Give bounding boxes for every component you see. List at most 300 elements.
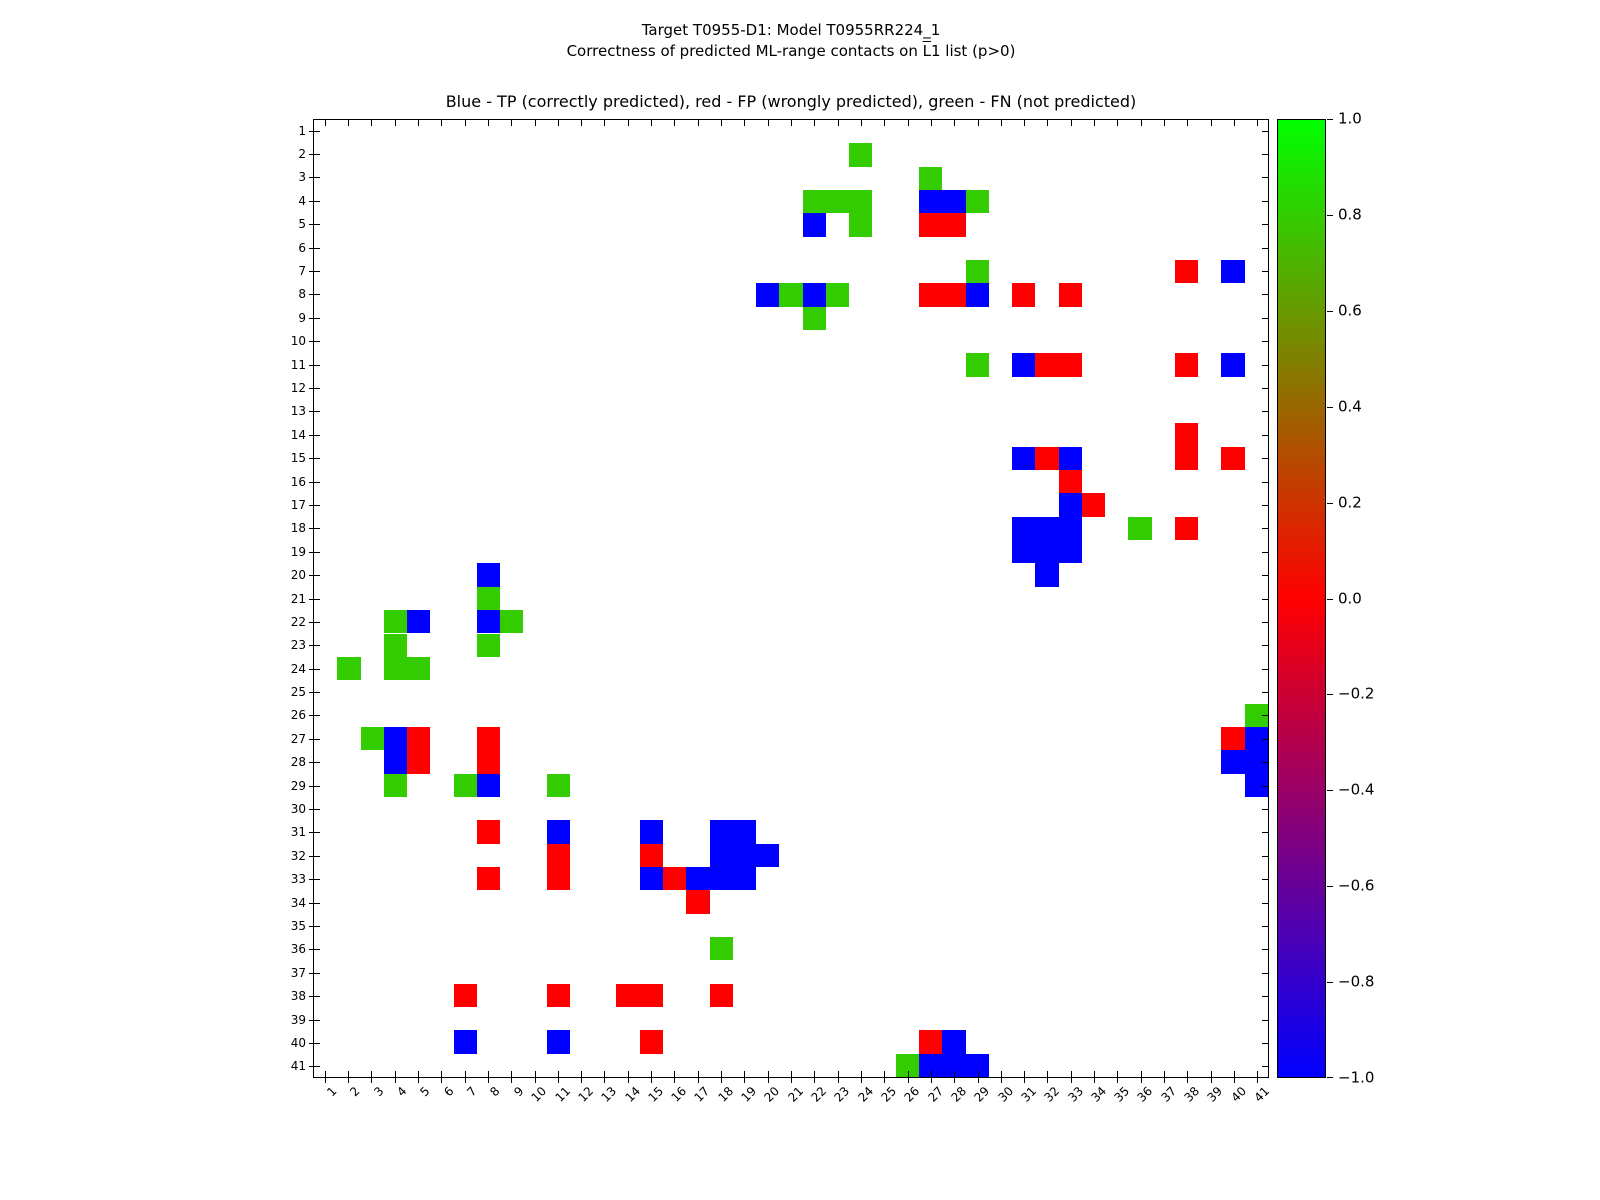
heatmap-cell-tp-r18c32 <box>1035 517 1058 540</box>
tick-mark-top <box>558 120 559 126</box>
x-tick-label: 25 <box>878 1084 900 1105</box>
tick-mark-left <box>309 809 320 810</box>
heatmap-cell-fp-r38c18 <box>710 984 733 1007</box>
tick-mark-top <box>395 120 396 126</box>
x-tick-label: 3 <box>370 1084 387 1100</box>
x-tick-label: 21 <box>785 1084 806 1105</box>
x-tick-label: 24 <box>855 1084 876 1105</box>
x-tick-label: 12 <box>575 1084 597 1105</box>
heatmap-cell-tp-r19c32 <box>1035 540 1058 563</box>
colorbar-tick-label: 1.0 <box>1338 109 1362 128</box>
tick-mark-top <box>744 120 745 126</box>
heatmap-cell-fp-r14c38 <box>1175 423 1198 446</box>
heatmap-cell-fn-r7c29 <box>966 260 989 283</box>
tick-mark-right <box>1262 552 1268 553</box>
tick-mark-bottom <box>628 1071 629 1083</box>
tick-mark-bottom <box>1187 1071 1188 1083</box>
heatmap-cell-fp-r16c33 <box>1059 470 1082 493</box>
heatmap-cell-fn-r4c29 <box>966 190 989 213</box>
tick-mark-right <box>1262 131 1268 132</box>
x-tick-label: 29 <box>971 1084 993 1105</box>
tick-mark-right <box>1262 482 1268 483</box>
y-tick-label: 26 <box>290 708 306 723</box>
heatmap-cell-tp-r22c5 <box>407 610 430 633</box>
heatmap-cell-fn-r4c22 <box>803 190 826 213</box>
tick-mark-right <box>1262 715 1268 716</box>
tick-mark-top <box>1071 120 1072 126</box>
heatmap-cell-fn-r29c4 <box>384 774 407 797</box>
tick-mark-right <box>1262 903 1268 904</box>
tick-mark-left <box>309 365 320 366</box>
x-tick-label: 14 <box>621 1084 643 1105</box>
colorbar <box>1277 119 1326 1078</box>
heatmap-cell-fp-r5c27 <box>919 213 942 236</box>
tick-mark-left <box>309 528 320 529</box>
tick-mark-bottom <box>348 1071 349 1083</box>
tick-mark-left <box>309 552 320 553</box>
tick-mark-left <box>309 1066 320 1067</box>
heatmap-cell-tp-r29c8 <box>477 774 500 797</box>
x-tick-label: 35 <box>1111 1084 1133 1105</box>
heatmap-cell-fn-r29c7 <box>454 774 477 797</box>
tick-mark-left <box>309 645 320 646</box>
colorbar-tick-mark <box>1327 215 1333 216</box>
colorbar-tick-mark <box>1327 982 1333 983</box>
tick-mark-right <box>1262 926 1268 927</box>
x-tick-label: 22 <box>808 1084 830 1105</box>
y-tick-label: 31 <box>290 825 306 840</box>
y-tick-label: 30 <box>290 802 306 816</box>
heatmap-cell-tp-r40c7 <box>454 1030 477 1053</box>
x-tick-label: 5 <box>417 1084 433 1100</box>
tick-mark-top <box>348 120 349 126</box>
heatmap-cell-tp-r32c18 <box>710 844 733 867</box>
heatmap-cell-tp-r28c40 <box>1221 750 1244 773</box>
tick-mark-right <box>1262 271 1268 272</box>
tick-mark-bottom <box>1094 1071 1095 1083</box>
x-tick-label: 34 <box>1088 1084 1110 1105</box>
tick-mark-top <box>418 120 419 126</box>
colorbar-tick-label: 0.6 <box>1338 301 1362 320</box>
tick-mark-left <box>309 739 320 740</box>
y-tick-label: 36 <box>290 942 306 957</box>
heatmap-cell-fn-r3c27 <box>919 167 942 190</box>
colorbar-tick-mark <box>1327 886 1333 887</box>
colorbar-tick-label: 0.4 <box>1338 397 1362 416</box>
tick-mark-left <box>309 131 320 132</box>
y-tick-label: 18 <box>290 521 306 536</box>
tick-mark-bottom <box>604 1071 605 1083</box>
tick-mark-left <box>309 341 320 342</box>
title-line2-overlined-L: $\overline{L}$ <box>922 42 931 60</box>
tick-mark-bottom <box>1071 1071 1072 1083</box>
tick-mark-bottom <box>1211 1071 1212 1083</box>
title-line2-pre: Correctness of predicted ML-range contacts on <box>566 42 923 60</box>
y-tick-label: 39 <box>290 1012 306 1027</box>
heatmap-cell-fn-r23c4 <box>384 634 407 657</box>
tick-mark-top <box>465 120 466 126</box>
tick-mark-right <box>1262 505 1268 506</box>
heatmap-cell-fp-r33c11 <box>547 867 570 890</box>
tick-mark-top <box>325 120 326 126</box>
heatmap-cell-tp-r31c11 <box>547 820 570 843</box>
colorbar-tick-label: −1.0 <box>1338 1068 1375 1087</box>
x-tick-label: 40 <box>1228 1084 1249 1105</box>
colorbar-tick-mark <box>1327 694 1333 695</box>
tick-mark-top <box>1094 120 1095 126</box>
tick-mark-left <box>309 411 320 412</box>
heatmap-cell-fp-r40c27 <box>919 1030 942 1053</box>
tick-mark-top <box>371 120 372 126</box>
tick-mark-right <box>1262 996 1268 997</box>
y-tick-label: 16 <box>290 474 306 489</box>
tick-mark-bottom <box>488 1071 489 1083</box>
tick-mark-top <box>908 120 909 126</box>
tick-mark-right <box>1262 224 1268 225</box>
tick-mark-left <box>309 949 320 950</box>
heatmap-plot-area <box>313 119 1269 1078</box>
heatmap-cell-fp-r38c11 <box>547 984 570 1007</box>
heatmap-cell-tp-r15c31 <box>1012 447 1035 470</box>
y-tick-label: 17 <box>290 497 306 512</box>
heatmap-cell-tp-r32c20 <box>756 844 779 867</box>
heatmap-cell-fp-r8c31 <box>1012 283 1035 306</box>
heatmap-cell-fn-r23c8 <box>477 634 500 657</box>
x-tick-label: 31 <box>1018 1084 1040 1105</box>
heatmap-cell-tp-r8c29 <box>966 283 989 306</box>
tick-mark-bottom <box>744 1071 745 1083</box>
heatmap-cell-fp-r32c15 <box>640 844 663 867</box>
tick-mark-bottom <box>1257 1071 1258 1083</box>
x-tick-label: 30 <box>995 1084 1016 1105</box>
tick-mark-right <box>1262 458 1268 459</box>
x-tick-label: 13 <box>598 1084 620 1105</box>
y-tick-label: 2 <box>298 147 306 162</box>
heatmap-cell-fp-r27c5 <box>407 727 430 750</box>
heatmap-cell-fp-r28c8 <box>477 750 500 773</box>
y-tick-label: 14 <box>290 427 306 442</box>
heatmap-cell-tp-r32c19 <box>733 844 756 867</box>
x-tick-label: 4 <box>394 1084 410 1100</box>
tick-mark-bottom <box>1024 1071 1025 1083</box>
heatmap-cell-fp-r15c40 <box>1221 447 1244 470</box>
tick-mark-top <box>884 120 885 126</box>
heatmap-cell-fn-r18c36 <box>1128 517 1151 540</box>
heatmap-cell-tp-r18c33 <box>1059 517 1082 540</box>
axes-title: Blue - TP (correctly predicted), red - FP (wrongly predicted), green - FN (not predicted) <box>445 92 1137 111</box>
x-tick-label: 23 <box>831 1084 853 1105</box>
heatmap-cell-tp-r33c18 <box>710 867 733 890</box>
y-tick-label: 40 <box>290 1035 306 1050</box>
tick-mark-bottom <box>674 1071 675 1083</box>
tick-mark-bottom <box>1164 1071 1165 1083</box>
tick-mark-bottom <box>1047 1071 1048 1083</box>
tick-mark-top <box>1024 120 1025 126</box>
heatmap-cell-tp-r20c32 <box>1035 563 1058 586</box>
tick-mark-top <box>1117 120 1118 126</box>
tick-mark-top <box>768 120 769 126</box>
tick-mark-left <box>309 903 320 904</box>
tick-mark-bottom <box>861 1071 862 1083</box>
heatmap-cell-fn-r8c23 <box>826 283 849 306</box>
tick-mark-bottom <box>651 1071 652 1083</box>
y-tick-label: 5 <box>298 217 306 232</box>
tick-mark-bottom <box>721 1071 722 1083</box>
tick-mark-right <box>1262 365 1268 366</box>
colorbar-tick-mark <box>1327 503 1333 504</box>
x-tick-label: 10 <box>528 1084 550 1105</box>
heatmap-cell-tp-r31c19 <box>733 820 756 843</box>
tick-mark-top <box>838 120 839 126</box>
tick-mark-bottom <box>371 1071 372 1083</box>
colorbar-tick-label: 0.8 <box>1338 205 1362 224</box>
y-tick-label: 20 <box>290 568 306 583</box>
heatmap-cell-fn-r27c3 <box>361 727 384 750</box>
y-tick-label: 35 <box>290 918 306 933</box>
tick-mark-top <box>1047 120 1048 126</box>
tick-mark-left <box>309 786 320 787</box>
x-tick-label: 16 <box>668 1084 690 1105</box>
heatmap-cell-fp-r5c28 <box>942 213 965 236</box>
colorbar-tick-mark <box>1327 119 1333 120</box>
x-tick-label: 36 <box>1134 1084 1156 1105</box>
y-tick-label: 19 <box>290 544 306 559</box>
tick-mark-left <box>309 1043 320 1044</box>
heatmap-cell-fp-r27c8 <box>477 727 500 750</box>
heatmap-cell-fp-r11c38 <box>1175 353 1198 376</box>
tick-mark-bottom <box>1234 1071 1235 1083</box>
tick-mark-top <box>1141 120 1142 126</box>
heatmap-cell-fn-r9c22 <box>803 307 826 330</box>
tick-mark-left <box>309 926 320 927</box>
heatmap-cell-tp-r17c33 <box>1059 493 1082 516</box>
tick-mark-top <box>1164 120 1165 126</box>
heatmap-cell-fp-r38c14 <box>616 984 639 1007</box>
y-tick-label: 38 <box>290 989 306 1004</box>
heatmap-cell-fp-r15c38 <box>1175 447 1198 470</box>
tick-mark-top <box>1257 120 1258 126</box>
tick-mark-bottom <box>395 1071 396 1083</box>
colorbar-tick-label: −0.8 <box>1338 972 1375 991</box>
tick-mark-left <box>309 762 320 763</box>
colorbar-tick-mark <box>1327 407 1333 408</box>
heatmap-cell-fp-r28c5 <box>407 750 430 773</box>
tick-mark-right <box>1262 294 1268 295</box>
tick-mark-top <box>535 120 536 126</box>
tick-mark-left <box>309 996 320 997</box>
tick-mark-top <box>721 120 722 126</box>
heatmap-cell-fp-r34c17 <box>686 890 709 913</box>
heatmap-cell-fp-r8c33 <box>1059 283 1082 306</box>
tick-mark-top <box>441 120 442 126</box>
tick-mark-left <box>309 505 320 506</box>
colorbar-tick-label: −0.2 <box>1338 684 1375 703</box>
tick-mark-bottom <box>838 1071 839 1083</box>
tick-mark-bottom <box>814 1071 815 1083</box>
tick-mark-bottom <box>791 1071 792 1083</box>
x-tick-label: 38 <box>1181 1084 1203 1105</box>
tick-mark-right <box>1262 949 1268 950</box>
tick-mark-left <box>309 832 320 833</box>
tick-mark-bottom <box>908 1071 909 1083</box>
x-tick-label: 8 <box>487 1084 503 1100</box>
heatmap-cell-fn-r4c24 <box>849 190 872 213</box>
tick-mark-top <box>931 120 932 126</box>
y-tick-label: 34 <box>290 895 306 910</box>
y-tick-label: 37 <box>290 965 306 980</box>
heatmap-cell-tp-r33c19 <box>733 867 756 890</box>
heatmap-cell-fn-r29c11 <box>547 774 570 797</box>
tick-mark-right <box>1262 669 1268 670</box>
heatmap-cell-tp-r19c33 <box>1059 540 1082 563</box>
heatmap-cell-tp-r28c4 <box>384 750 407 773</box>
y-tick-label: 12 <box>290 380 306 395</box>
y-tick-label: 22 <box>290 614 306 629</box>
tick-mark-left <box>309 388 320 389</box>
heatmap-cell-fp-r31c8 <box>477 820 500 843</box>
y-tick-label: 6 <box>298 240 306 255</box>
tick-mark-left <box>309 575 320 576</box>
tick-mark-right <box>1262 575 1268 576</box>
tick-mark-right <box>1262 177 1268 178</box>
x-tick-label: 18 <box>715 1084 736 1105</box>
x-tick-label: 11 <box>552 1084 573 1105</box>
tick-mark-right <box>1262 973 1268 974</box>
tick-mark-right <box>1262 435 1268 436</box>
tick-mark-right <box>1262 786 1268 787</box>
tick-mark-right <box>1262 599 1268 600</box>
y-tick-label: 28 <box>290 755 306 770</box>
tick-mark-top <box>674 120 675 126</box>
tick-mark-top <box>1001 120 1002 126</box>
heatmap-cell-fp-r8c28 <box>942 283 965 306</box>
heatmap-cell-fp-r32c11 <box>547 844 570 867</box>
heatmap-cell-fp-r7c38 <box>1175 260 1198 283</box>
tick-mark-top <box>1211 120 1212 126</box>
heatmap-cell-fp-r40c15 <box>640 1030 663 1053</box>
heatmap-cell-fp-r33c8 <box>477 867 500 890</box>
tick-mark-left <box>309 248 320 249</box>
tick-mark-bottom <box>441 1071 442 1083</box>
tick-mark-top <box>628 120 629 126</box>
tick-mark-bottom <box>978 1071 979 1083</box>
heatmap-cell-fn-r8c21 <box>779 283 802 306</box>
tick-mark-right <box>1262 528 1268 529</box>
heatmap-cell-tp-r11c31 <box>1012 353 1035 376</box>
x-tick-label: 37 <box>1158 1084 1179 1105</box>
heatmap-cell-tp-r8c20 <box>756 283 779 306</box>
colorbar-tick-label: −0.4 <box>1338 780 1375 799</box>
y-tick-label: 21 <box>290 591 306 606</box>
tick-mark-bottom <box>1001 1071 1002 1083</box>
heatmap-cell-fn-r24c5 <box>407 657 430 680</box>
tick-mark-left <box>309 599 320 600</box>
heatmap-cell-tp-r4c28 <box>942 190 965 213</box>
tick-mark-left <box>309 622 320 623</box>
heatmap-cell-fp-r15c32 <box>1035 447 1058 470</box>
tick-mark-bottom <box>581 1071 582 1083</box>
tick-mark-bottom <box>931 1071 932 1083</box>
heatmap-cell-fn-r2c24 <box>849 143 872 166</box>
heatmap-cell-fn-r24c4 <box>384 657 407 680</box>
y-tick-label: 9 <box>298 310 306 325</box>
heatmap-cell-fp-r11c33 <box>1059 353 1082 376</box>
y-tick-label: 25 <box>290 685 306 700</box>
heatmap-cell-fn-r22c4 <box>384 610 407 633</box>
y-tick-label: 23 <box>290 638 306 653</box>
tick-mark-right <box>1262 645 1268 646</box>
tick-mark-top <box>814 120 815 126</box>
tick-mark-left <box>309 973 320 974</box>
tick-mark-bottom <box>535 1071 536 1083</box>
tick-mark-left <box>309 154 320 155</box>
tick-mark-right <box>1262 809 1268 810</box>
tick-mark-top <box>861 120 862 126</box>
y-tick-label: 11 <box>290 357 306 372</box>
tick-mark-top <box>1234 120 1235 126</box>
heatmap-cell-fn-r24c2 <box>337 657 360 680</box>
colorbar-tick-label: −0.6 <box>1338 876 1375 895</box>
heatmap-cell-tp-r33c15 <box>640 867 663 890</box>
x-tick-label: 41 <box>1251 1084 1273 1105</box>
colorbar-tick-mark <box>1327 311 1333 312</box>
heatmap-cell-fn-r11c29 <box>966 353 989 376</box>
title-line2-post: 1 list (p>0) <box>930 42 1016 60</box>
heatmap-cell-fn-r5c24 <box>849 213 872 236</box>
tick-mark-left <box>309 669 320 670</box>
heatmap-cell-tp-r22c8 <box>477 610 500 633</box>
colorbar-tick-mark <box>1327 599 1333 600</box>
colorbar-tick-label: 0.0 <box>1338 589 1362 607</box>
tick-mark-right <box>1262 692 1268 693</box>
tick-mark-bottom <box>698 1071 699 1083</box>
heatmap-cell-fp-r18c38 <box>1175 517 1198 540</box>
heatmap-cell-fp-r38c15 <box>640 984 663 1007</box>
heatmap-cell-tp-r27c4 <box>384 727 407 750</box>
y-tick-label: 13 <box>290 404 306 419</box>
tick-mark-bottom <box>325 1071 326 1083</box>
tick-mark-bottom <box>465 1071 466 1083</box>
heatmap-cell-fn-r22c9 <box>500 610 523 633</box>
tick-mark-top <box>978 120 979 126</box>
tick-mark-right <box>1262 318 1268 319</box>
tick-mark-top <box>511 120 512 126</box>
heatmap-cell-tp-r20c8 <box>477 563 500 586</box>
y-tick-label: 29 <box>290 778 306 793</box>
y-tick-label: 4 <box>298 193 306 208</box>
tick-mark-top <box>604 120 605 126</box>
heatmap-cell-fp-r27c40 <box>1221 727 1244 750</box>
y-tick-label: 27 <box>290 731 306 746</box>
tick-mark-left <box>309 201 320 202</box>
x-tick-label: 32 <box>1041 1084 1063 1105</box>
y-tick-label: 8 <box>298 287 306 302</box>
x-tick-label: 20 <box>761 1084 783 1105</box>
tick-mark-left <box>309 482 320 483</box>
tick-mark-right <box>1262 341 1268 342</box>
tick-mark-left <box>309 458 320 459</box>
heatmap-cell-tp-r18c31 <box>1012 517 1035 540</box>
tick-mark-top <box>954 120 955 126</box>
heatmap-cell-fp-r33c16 <box>663 867 686 890</box>
tick-mark-right <box>1262 1043 1268 1044</box>
tick-mark-top <box>1187 120 1188 126</box>
x-tick-label: 27 <box>925 1084 946 1105</box>
heatmap-cell-tp-r5c22 <box>803 213 826 236</box>
heatmap-cell-tp-r40c28 <box>942 1030 965 1053</box>
tick-mark-right <box>1262 388 1268 389</box>
tick-mark-top <box>791 120 792 126</box>
